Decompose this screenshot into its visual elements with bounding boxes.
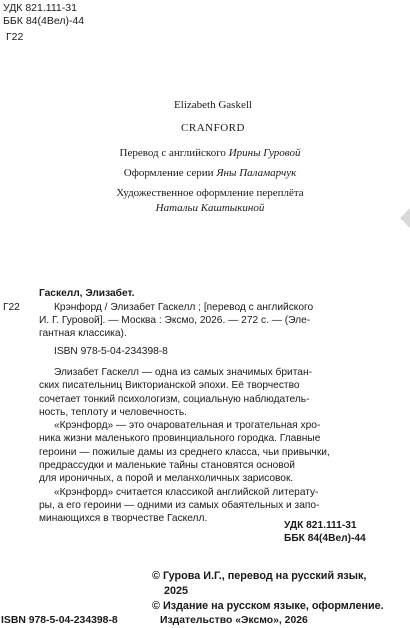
annotation-line: «Крэнфорд» — это очаровательная и трогательная хро- <box>54 420 321 432</box>
annotation-line: Элизабет Гаскелл — одна из самых значимых британ- <box>54 367 312 378</box>
copyright-translation-year: 2025 <box>164 585 189 597</box>
annotation-line: ность, теплоту и человечность. <box>39 406 187 418</box>
translation-label: Перевод с английского <box>119 147 229 159</box>
catalog-author-heading: Гаскелл, Элизабет. <box>39 288 135 299</box>
annotation-line: минающихся в творчестве Гаскелл. <box>39 513 208 525</box>
annotation-line: для ироничных, а порой и меланхоличных зарисовок. <box>39 473 294 485</box>
copyright-edition: © Издание на русском языке, оформление. <box>152 600 384 612</box>
series-designer-name: Яны Паламарчук <box>216 167 297 179</box>
translator-name: Ирины Гуровой <box>228 147 301 159</box>
author-mark: Г22 <box>6 31 24 43</box>
publisher-line: Издательство «Эксмо», 2026 <box>160 615 308 626</box>
annotation <box>39 366 330 526</box>
annotation-line: героини — пожилые дамы из среднего класса, чьи привычки, <box>39 446 330 458</box>
udk-code: УДК 821.111-31 <box>3 2 77 14</box>
translation-credit <box>5 146 410 161</box>
catalog-side-code: Г22 <box>3 302 20 313</box>
bbk-code: ББК 84(4Вел)-44 <box>3 15 85 27</box>
annotation-line: ры, а его героини — одними из самых обаятельных и запо- <box>39 499 320 511</box>
annotation-line: сочетает тонкий психологизм, социальную наблюдатель- <box>39 393 310 405</box>
footer-udk: УДК 821.111-31 <box>284 520 357 531</box>
annotation-line: «Крэнфорд» считается классикой английской литерату- <box>54 486 319 498</box>
title-en: CRANFORD <box>181 122 245 134</box>
catalog-bib-line: Крэнфорд / Элизабет Гаскелл ; [перевод с английского <box>54 302 314 313</box>
binding-label: Художественное оформление переплёта <box>116 187 304 199</box>
binding-designer-name: Натальи Каштыкиной <box>155 202 265 214</box>
series-label: Оформление серии <box>123 167 217 179</box>
catalog-isbn: ISBN 978-5-04-234398-8 <box>54 346 168 357</box>
series-credit <box>5 166 410 181</box>
corner-mark <box>400 208 410 228</box>
catalog-bib-line: И. Г. Гуровой]. — Москва : Эксмо, 2026. — 272 с. — (Эле- <box>39 315 311 326</box>
annotation-line: предрассудки и маленькие тайны становятся основой <box>39 460 295 472</box>
copyright-translation: © Гурова И.Г., перевод на русский язык, <box>152 570 367 582</box>
footer-isbn: ISBN 978-5-04-234398-8 <box>1 615 118 626</box>
author-name-en: Elizabeth Gaskell <box>174 99 252 111</box>
catalog-bib-line: гантная классика). <box>39 328 127 339</box>
annotation-line: ских писательниц Викторианской эпохи. Её творчество <box>39 380 300 392</box>
footer-bbk: ББК 84(4Вел)-44 <box>284 533 366 544</box>
annotation-line: ника жизни маленького провинциального городка. Главные <box>39 433 321 445</box>
